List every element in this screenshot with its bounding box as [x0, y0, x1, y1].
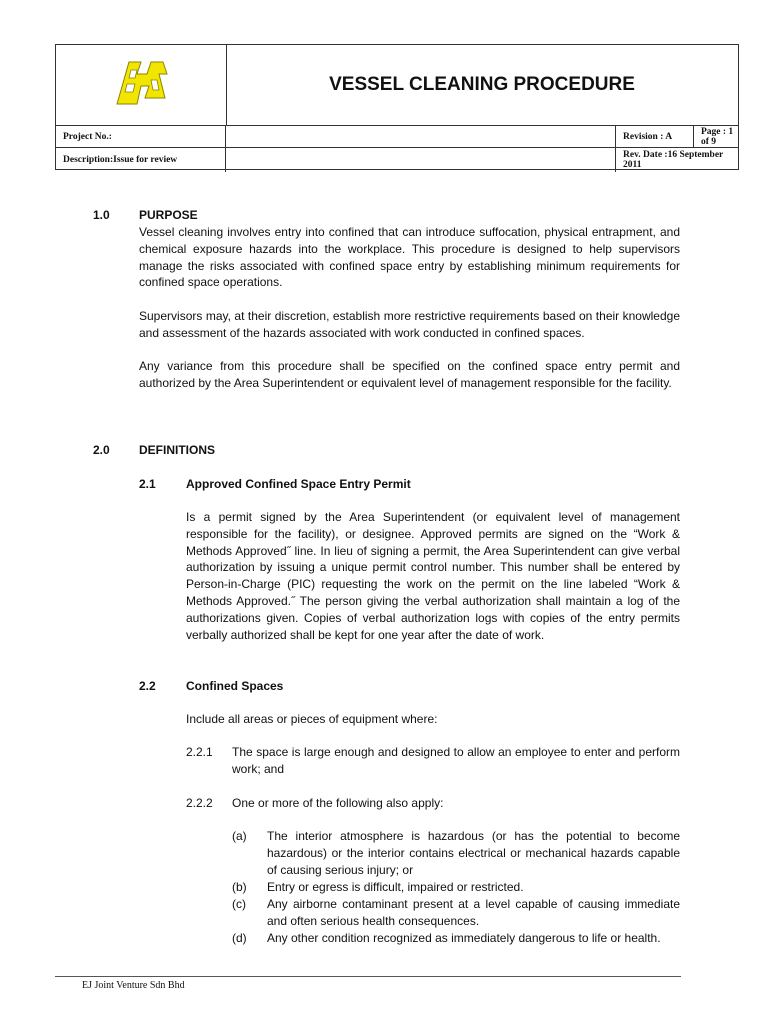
- section-2-2-1-text: The space is large enough and designed to allow an employee to enter and perform work; and: [232, 745, 680, 776]
- section-1-heading: PURPOSE: [139, 208, 198, 222]
- section-2-1-number: 2.1: [139, 477, 156, 491]
- purpose-paragraph-1: Vessel cleaning involves entry into confined that can introduce suffocation, physical entrapment, and chemical exposure hazards into the workplace. This procedure is designed to help supervisors manage the risks associated with confined space entry by establishing minimum requirements for confined space operations.: [139, 225, 680, 290]
- section-2-1-body: Is a permit signed by the Area Superintendent (or equivalent level of management responsible for the facility), or designee. Approved permits are signed on the “Work & Methods Approved˝ line. In lieu of signing a permit, the Area Superintendent can give verbal authorization by issuing a unique permit control number. This number shall be entered by Person-in-Charge (PIC) requesting the work on the permit on the line labeled “Work & Methods Approved.˝ The person giving the verbal authorization shall maintain a log of the authorizations given. Copies of verbal authorization logs with copies of the entry permits verbally authorized shall be kept for one year after the date of work.: [186, 510, 680, 642]
- logo-cell: [56, 45, 227, 125]
- list-item-text: Any airborne contaminant present at a level capable of causing immediate and often serious health consequences.: [267, 897, 680, 928]
- description-value: [226, 148, 616, 172]
- company-logo-icon: [111, 58, 171, 106]
- list-item-text: Entry or egress is difficult, impaired or restricted.: [267, 880, 524, 894]
- header-row-2: [56, 147, 738, 172]
- section-2-2-2-number: 2.2.2: [186, 796, 213, 810]
- revision-date: Rev. Date :16 September 2011: [623, 150, 724, 170]
- list-item-text: The interior atmosphere is hazardous (or has the potential to become hazardous) or the interior contains electrical or mechanical hazards capable of causing serious injury; or: [267, 829, 680, 877]
- list-item-label: (a): [232, 829, 247, 843]
- section-2-2-heading: Confined Spaces: [186, 679, 284, 693]
- footer-divider: [55, 976, 681, 977]
- description-label: Description:Issue for review: [56, 148, 226, 172]
- purpose-paragraph-2: Supervisors may, at their discretion, establish more restrictive requirements based on their knowledge and assessment of the hazards associated with work conducted in confined spaces.: [139, 309, 680, 340]
- section-2-2-1-number: 2.2.1: [186, 745, 213, 759]
- section-2-1-heading: Approved Confined Space Entry Permit: [186, 477, 411, 491]
- list-item-label: (b): [232, 880, 247, 894]
- list-item-label: (d): [232, 931, 247, 945]
- section-2-2-number: 2.2: [139, 679, 156, 693]
- section-2-number: 2.0: [93, 443, 110, 457]
- section-1-number: 1.0: [93, 208, 110, 222]
- footer-company: EJ Joint Venture Sdn Bhd: [82, 980, 185, 991]
- project-no-label: Project No.:: [56, 126, 226, 148]
- revision-label: Revision : A: [616, 126, 694, 148]
- section-2-heading: DEFINITIONS: [139, 443, 216, 457]
- header-row-1: [56, 125, 738, 148]
- section-2-2-2-text: One or more of the following also apply:: [232, 796, 444, 810]
- project-no-value: [226, 126, 616, 148]
- list-item-text: Any other condition recognized as immediately dangerous to life or health.: [267, 931, 661, 945]
- section-2-2-intro: Include all areas or pieces of equipment where:: [186, 712, 438, 726]
- list-item-label: (c): [232, 897, 246, 911]
- document-title: VESSEL CLEANING PROCEDURE: [329, 74, 635, 95]
- purpose-paragraph-3: Any variance from this procedure shall be specified on the confined space entry permit and authorized by the Area Superintendent or equivalent level of management responsible for the facility.: [139, 359, 680, 390]
- document-header: [55, 44, 739, 170]
- title-cell: [226, 45, 738, 125]
- page-number: Page : 1 of 9: [701, 127, 734, 147]
